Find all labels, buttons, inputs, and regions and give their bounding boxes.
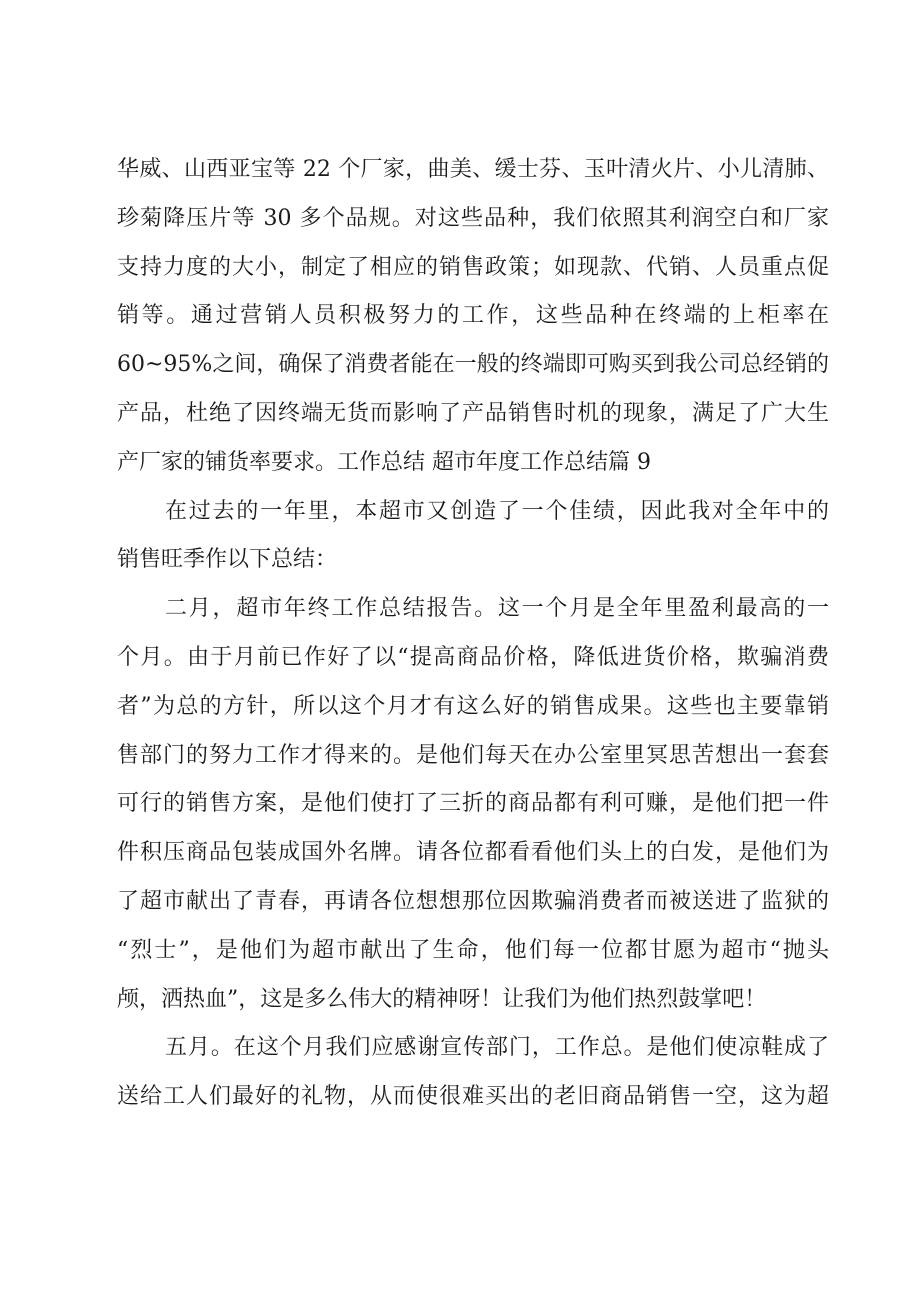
text-line: 珍菊降压片等 30 多个品规。对这些品种，我们依照其利润空白和厂家 xyxy=(117,205,829,231)
text-line: 60~95%之间，确保了消费者能在一般的终端即可购买到我公司总经销的 xyxy=(117,352,829,378)
text-line: 件积压商品包装成国外名牌。请各位都看看他们头上的白发，是他们为 xyxy=(117,840,829,866)
paragraph-first-line: 在过去的一年里，本超市又创造了一个佳绩，因此我对全年中的 xyxy=(165,498,829,524)
text-line: 颅，洒热血”，这是多么伟大的精神呀！让我们为他们热烈鼓掌吧！ xyxy=(117,986,767,1012)
text-line: 产厂家的铺货率要求。工作总结 超市年度工作总结篇 9 xyxy=(117,449,651,475)
paragraph-first-line: 五月。在这个月我们应感谢宣传部门，工作总。是他们使凉鞋成了 xyxy=(165,1035,829,1061)
document-body xyxy=(117,146,829,1122)
text-line: 个月。由于月前已作好了以“提高商品价格，降低进货价格，欺骗消费 xyxy=(117,644,829,670)
text-line: 者”为总的方针，所以这个月才有这么好的销售成果。这些也主要靠销 xyxy=(117,693,829,719)
text-line: “烈士”，是他们为超市献出了生命，他们每一位都甘愿为超市“抛头 xyxy=(117,937,829,963)
paragraph-first-line: 二月，超市年终工作总结报告。这一个月是全年里盈利最高的一 xyxy=(165,596,829,622)
text-line: 华威、山西亚宝等 22 个厂家，曲美、缓士芬、玉叶清火片、小儿清肺、 xyxy=(117,157,829,182)
text-line: 产品，杜绝了因终端无货而影响了产品销售时机的现象，满足了广大生 xyxy=(117,400,829,426)
text-line: 销等。通过营销人员积极努力的工作，这些品种在终端的上柜率在 xyxy=(117,303,829,329)
text-line: 支持力度的大小，制定了相应的销售政策；如现款、代销、人员重点促 xyxy=(117,254,829,280)
text-line: 可行的销售方案，是他们使打了三折的商品都有利可赚，是他们把一件 xyxy=(117,791,829,817)
text-line: 了超市献出了青春，再请各位想想那位因欺骗消费者而被送进了监狱的 xyxy=(117,888,829,914)
text-line: 送给工人们最好的礼物，从而使很难买出的老旧商品销售一空，这为超 xyxy=(117,1084,829,1110)
text-line: 销售旺季作以下总结： xyxy=(117,547,338,573)
text-line: 售部门的努力工作才得来的。是他们每天在办公室里冥思苦想出一套套 xyxy=(117,742,829,768)
